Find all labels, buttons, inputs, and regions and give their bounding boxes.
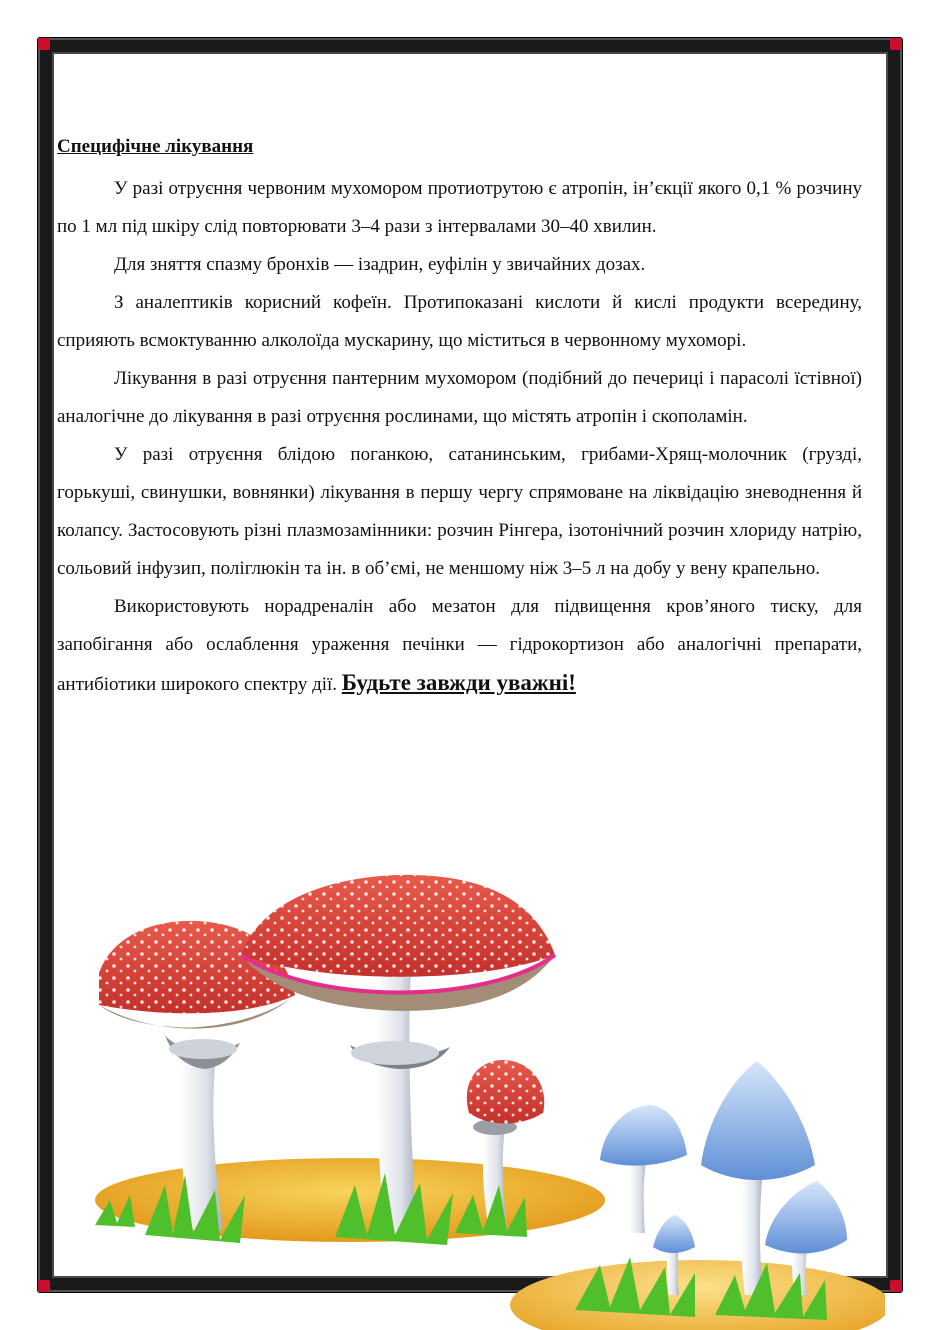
section-heading: Специфічне лікування — [57, 136, 254, 157]
mushrooms-illustration — [55, 855, 885, 1330]
paragraph-panther-amanita: Лікування в разі отруєння пантерним мухомором (подібний до печериці і парасолі їстівної) аналогічне до лікування в разі отруєння рослинами, що містять атропін і скополамін. — [57, 368, 862, 427]
paragraph-analeptics: З аналептиків корисний кофеїн. Протипоказані кислоти й кислі продукти всередину, сприяють всмоктуванню алколоїда мускарину, що міститься в червонному мухоморі. — [57, 292, 862, 351]
paragraph-atropine: У разі отруєння червоним мухомором протиотрутою є атропін, ін’єкції якого 0,1 % розчину по 1 мл під шкіру слід повторювати 3–4 рази з інтервалами 30–40 хвилин. — [57, 178, 862, 237]
warning-text: Будьте завжди уважні! — [341, 670, 576, 695]
mushroom-blue-group — [600, 1061, 847, 1295]
paragraph-norepinephrine — [57, 588, 862, 704]
document-body — [57, 132, 862, 704]
frame-corner-bottom-left — [38, 1280, 50, 1292]
frame-corner-top-right — [890, 38, 902, 50]
paragraph-death-cap: У разі отруєння блідою поганкою, сатанинським, грибами-Хрящ-молочник (грузді, горькуші, свинушки, вовнянки) лікування в першу чергу спрямоване на ліквідацію зневоднення й колапсу. Застосовують різні плазмозамінники: розчин Рінгера, ізотонічний розчин хлориду натрію, сольовий інфузип, поліглюкін та ін. в об’ємі, не меншому ніж 3–5 л на добу у вену крапельно. — [57, 444, 862, 579]
paragraph-norepinephrine-text: Використовують норадреналін або мезатон для підвищення кров’яного тиску, для запобігання або ослаблення ураження печінки — гідрокортизон або аналогічні препарати, антибіотики широкого спектру дії. — [57, 596, 862, 695]
paragraph-bronchospasm: Для зняття спазму бронхів — ізадрин, еуфілін у звичайних дозах. — [114, 254, 646, 275]
frame-corner-top-left — [38, 38, 50, 50]
frame-corner-bottom-right — [890, 1280, 902, 1292]
ground-patch-right — [510, 1260, 885, 1330]
